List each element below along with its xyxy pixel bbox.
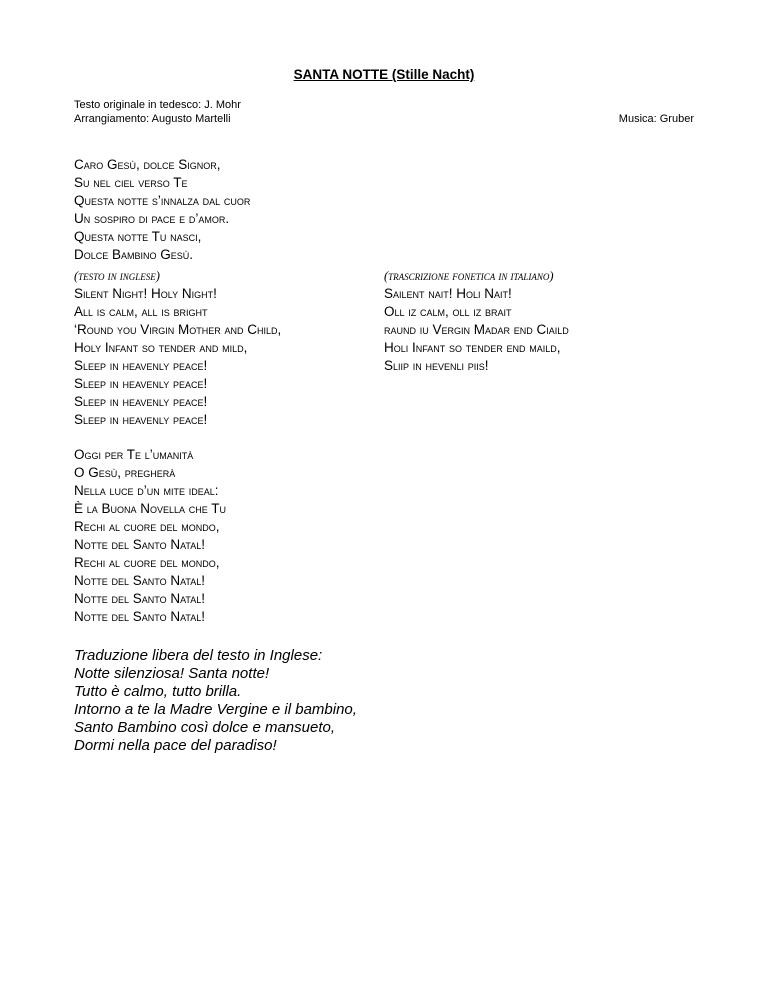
lyric-line: Notte del Santo Natal! <box>74 573 206 588</box>
verse-1 <box>74 156 250 264</box>
lyric-line: Un sospiro di pace e d’amor. <box>74 211 230 226</box>
translation-heading: Traduzione libera del testo in Inglese: <box>74 647 323 664</box>
translation-line: Tutto è calmo, tutto brilla. <box>74 683 242 700</box>
lyric-line: Sailent nait! Holi Nait! <box>384 286 512 301</box>
music-credit: Musica: Gruber <box>618 113 694 125</box>
page-title: SANTA NOTTE (Stille Nacht) <box>293 67 475 82</box>
lyric-line: Oll iz calm, oll iz brait <box>384 304 512 319</box>
phonetic-heading: (trascrizione fonetica in italiano) <box>384 269 554 283</box>
lyric-line: Rechi al cuore del mondo, <box>74 519 220 534</box>
lyric-line: Caro Gesù, dolce Signor, <box>74 157 221 172</box>
english-heading: (testo in inglese) <box>74 269 160 283</box>
lyric-line: Questa notte Tu nasci, <box>74 229 202 244</box>
lyric-line: Notte del Santo Natal! <box>74 591 206 606</box>
lyric-line: Su nel ciel verso Te <box>74 175 188 190</box>
lyric-line: Silent Night! Holy Night! <box>74 286 217 301</box>
lyric-line: Oggi per Te l’umanità <box>74 447 194 462</box>
free-translation <box>74 647 357 755</box>
credits <box>74 98 241 126</box>
lyric-line: Sleep in heavenly peace! <box>74 376 208 391</box>
lyric-line: Questa notte s’innalza dal cuor <box>74 193 251 208</box>
translation-line: Dormi nella pace del paradiso! <box>74 737 277 754</box>
lyric-line: Holy Infant so tender and mild, <box>74 340 248 355</box>
phonetic-lyrics <box>384 285 569 375</box>
translation-line: Santo Bambino così dolce e mansueto, <box>74 719 335 736</box>
lyric-line: Notte del Santo Natal! <box>74 537 206 552</box>
lyric-line: Rechi al cuore del mondo, <box>74 555 220 570</box>
lyric-line: Sliip in hevenli piis! <box>384 358 489 373</box>
translation-line: Notte silenziosa! Santa notte! <box>74 665 270 682</box>
lyric-line: Sleep in heavenly peace! <box>74 358 208 373</box>
verse-2 <box>74 446 226 626</box>
lyric-line: Dolce Bambino Gesù. <box>74 247 194 262</box>
lyric-line: Nella luce d’un mite ideal: <box>74 483 219 498</box>
lyric-line: raund iu Vergin Madar end Ciaild <box>384 322 569 337</box>
translation-line: Intorno a te la Madre Vergine e il bambino, <box>74 701 357 718</box>
lyrics-author-line: Testo originale in tedesco: J. Mohr <box>74 99 241 111</box>
lyric-line: Holi Infant so tender end maild, <box>384 340 561 355</box>
lyric-line: Notte del Santo Natal! <box>74 609 206 624</box>
english-lyrics <box>74 285 281 429</box>
arrangement-line: Arrangiamento: Augusto Martelli <box>74 113 231 125</box>
lyric-line: ‘Round you Virgin Mother and Child, <box>74 322 282 337</box>
lyric-line: All is calm, all is bright <box>74 304 208 319</box>
lyric-line: O Gesù, pregherà <box>74 465 176 480</box>
lyric-line: È la Buona Novella che Tu <box>74 501 227 516</box>
lyric-line: Sleep in heavenly peace! <box>74 394 208 409</box>
lyric-line: Sleep in heavenly peace! <box>74 412 208 427</box>
